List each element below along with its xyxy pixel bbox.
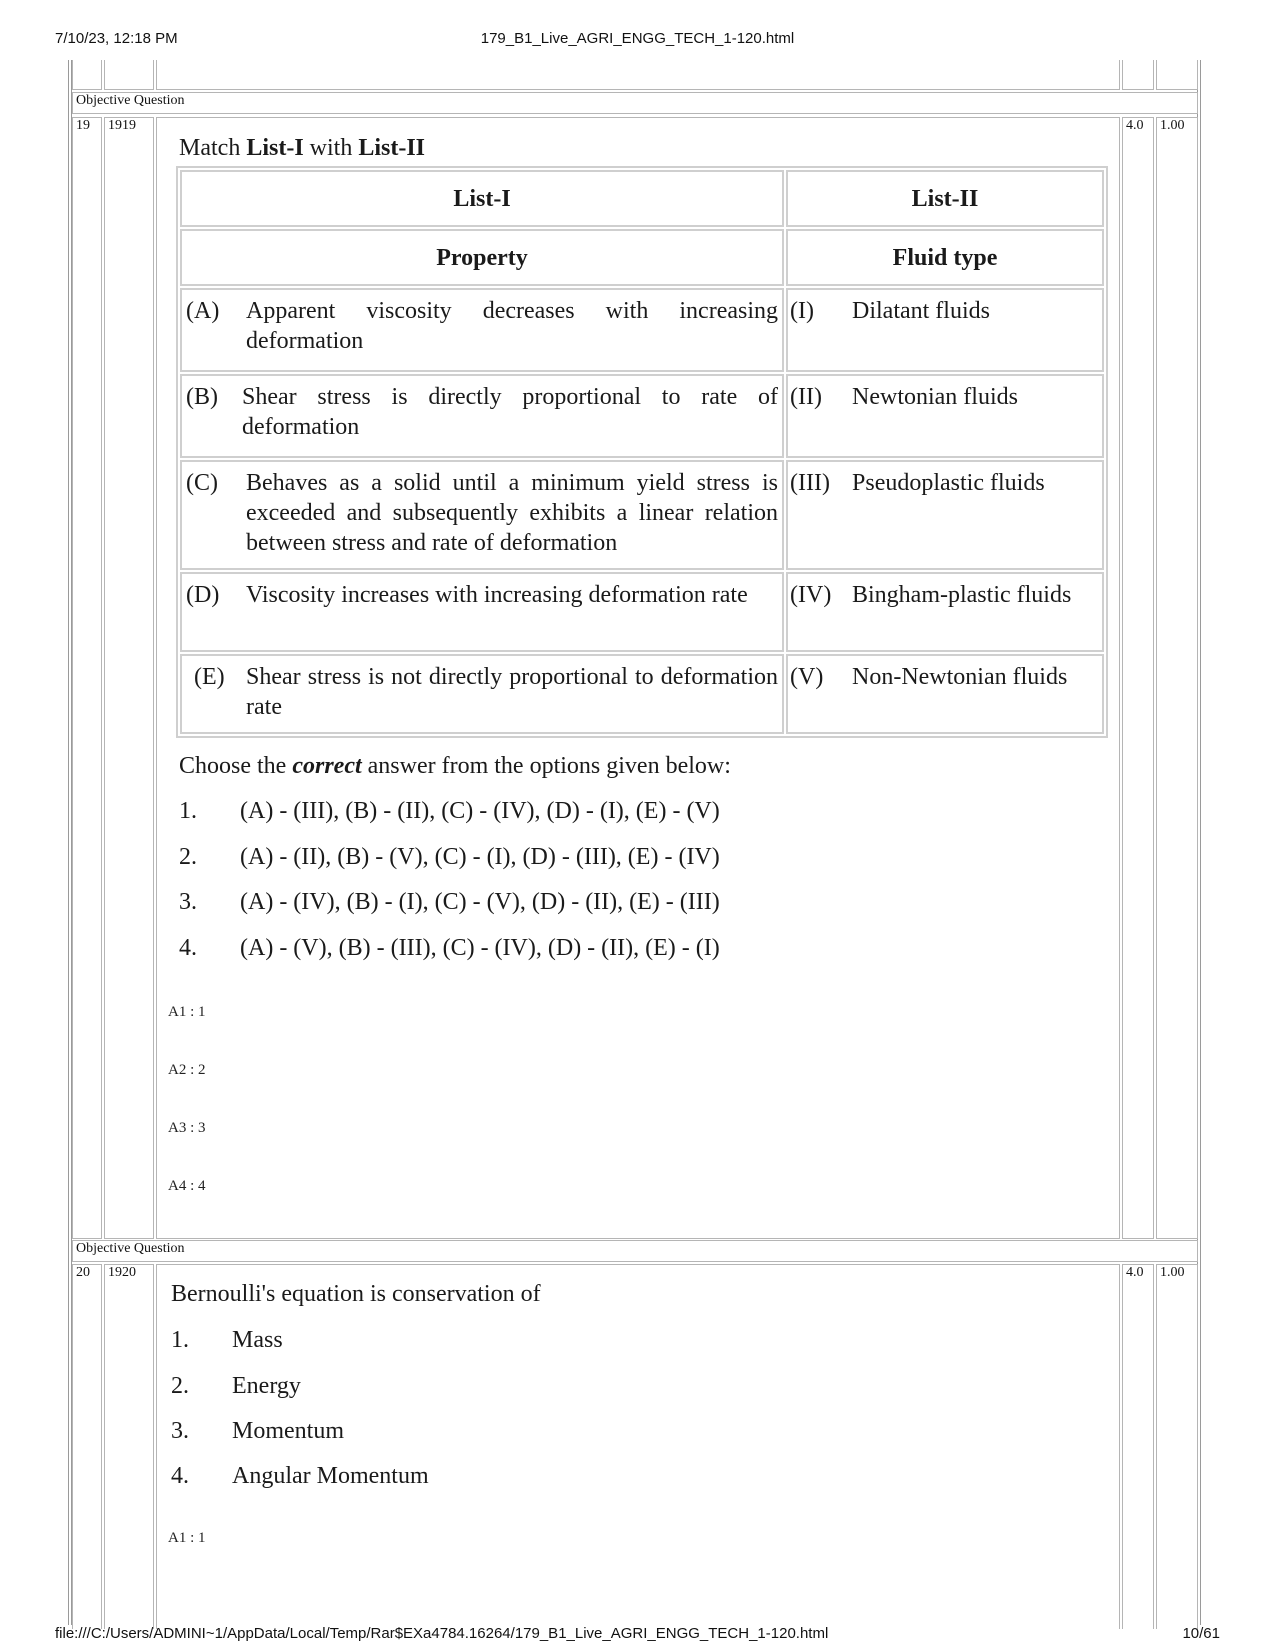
question-id-cell — [104, 117, 154, 1239]
option-1: 1. Mass — [171, 1327, 283, 1353]
option-3: 3. (A) - (IV), (B) - (I), (C) - (V), (D) - (II), (E) - (III) — [179, 889, 720, 915]
option-2: 2. (A) - (II), (B) - (V), (C) - (I), (D) - (III), (E) - (IV) — [179, 844, 720, 870]
match-table-head — [180, 170, 1104, 227]
negative-marks: 1.00 — [1160, 1265, 1185, 1280]
marks: 4.0 — [1126, 1265, 1144, 1280]
cont-cell — [1156, 60, 1198, 90]
question-intro: Match List-I with List-II — [179, 135, 426, 161]
negative-marks-cell — [1156, 1264, 1198, 1629]
question-type-row — [72, 1240, 1198, 1262]
serial-number: 20 — [76, 1265, 90, 1280]
answer-key: A2 : 2 — [168, 1062, 206, 1078]
answer-key: A1 : 1 — [168, 1530, 206, 1546]
list1-subheading: Property — [180, 229, 784, 286]
cont-cell — [104, 60, 154, 90]
answer-key: A3 : 3 — [168, 1120, 206, 1136]
cont-cell — [156, 60, 1120, 90]
match-table — [176, 166, 1108, 738]
print-datetime: 7/10/23, 12:18 PM — [55, 30, 178, 47]
answer-key: A4 : 4 — [168, 1178, 206, 1194]
question-id: 1919 — [108, 118, 136, 133]
option-3: 3. Momentum — [171, 1418, 344, 1444]
question-type-label: Objective Question — [76, 93, 185, 108]
list2-heading: List-II — [786, 170, 1104, 227]
option-2: 2. Energy — [171, 1373, 301, 1399]
list2-subheading: Fluid type — [786, 229, 1104, 286]
negative-marks: 1.00 — [1160, 118, 1185, 133]
cont-cell — [72, 60, 102, 90]
negative-marks-cell — [1156, 117, 1198, 1239]
option-4: 4. (A) - (V), (B) - (III), (C) - (IV), (D) - (II), (E) - (I) — [179, 935, 720, 961]
match-row: (D) Viscosity increases with increasing deformation rate (IV) Bingham-plastic fluids — [180, 572, 1104, 652]
list1-heading: List-I — [180, 170, 784, 227]
file-path: file:///C:/Users/ADMINI~1/AppData/Local/Temp/Rar$EXa4784.16264/179_B1_Live_AGRI_ENGG_TECH_1-120.html — [55, 1625, 829, 1642]
question-id: 1920 — [108, 1265, 136, 1280]
question-type-label: Objective Question — [76, 1241, 185, 1256]
serial-cell — [72, 1264, 102, 1629]
option-1: 1. (A) - (III), (B) - (II), (C) - (IV), (D) - (I), (E) - (V) — [179, 798, 720, 824]
serial-cell — [72, 117, 102, 1239]
question-type-row — [72, 92, 1198, 114]
marks: 4.0 — [1126, 118, 1144, 133]
option-4: 4. Angular Momentum — [171, 1463, 429, 1489]
page-number: 10/61 — [1182, 1625, 1220, 1642]
answer-key: A1 : 1 — [168, 1004, 206, 1020]
match-row: (C) Behaves as a solid until a minimum yield stress is exceeded and subsequently exhibits a linear relation between stress and rate of deformation (III) Pseudoplastic fluids — [180, 460, 1104, 570]
match-row: (B) Shear stress is directly proportional to rate of deformation (II) Newtonian fluids — [180, 374, 1104, 458]
print-doc-title: 179_B1_Live_AGRI_ENGG_TECH_1-120.html — [480, 30, 795, 47]
serial-number: 19 — [76, 118, 90, 133]
frame-line — [68, 60, 69, 1625]
question-id-cell — [104, 1264, 154, 1629]
marks-cell — [1122, 117, 1154, 1239]
match-row: (E) Shear stress is not directly proportional to deformation rate (V) Non-Newtonian fluids — [180, 654, 1104, 734]
frame-line — [1200, 60, 1201, 1625]
question-body-cell — [156, 1264, 1120, 1629]
choose-instruction: Choose the correct answer from the options given below: — [179, 753, 731, 779]
question-stem: Bernoulli's equation is conservation of — [171, 1281, 541, 1307]
cont-cell — [1122, 60, 1154, 90]
match-table-subhead — [180, 229, 1104, 286]
match-row: (A) Apparent viscosity decreases with increasing deformation (I) Dilatant fluids — [180, 288, 1104, 372]
marks-cell — [1122, 1264, 1154, 1629]
